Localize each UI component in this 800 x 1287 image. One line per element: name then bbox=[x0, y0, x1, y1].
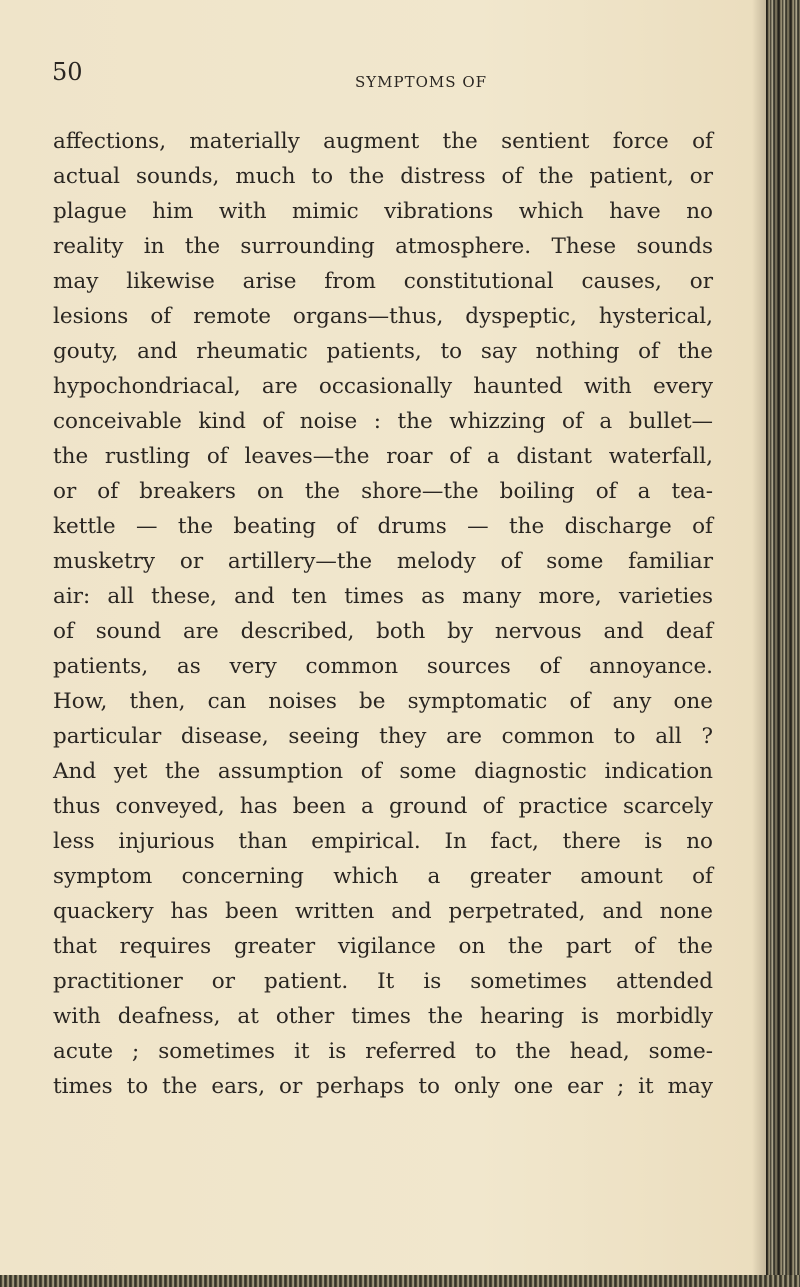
text-line: musketry or artillery—the melody of some familiar bbox=[53, 549, 713, 574]
text-line: less injurious than empirical. In fact, there is no bbox=[53, 829, 713, 854]
text-line: particular disease, seeing they are common to all ? bbox=[53, 724, 713, 749]
text-line: may likewise arise from constitutional causes, or bbox=[53, 269, 713, 294]
text-line: And yet the assumption of some diagnostic indication bbox=[53, 759, 713, 784]
text-line: affections, materially augment the sentient force of bbox=[53, 129, 713, 154]
text-line: reality in the surrounding atmosphere. These sounds bbox=[53, 234, 713, 259]
text-line: times to the ears, or perhaps to only one ear ; it may bbox=[53, 1074, 713, 1099]
running-title: SYMPTOMS OF bbox=[355, 73, 488, 91]
text-line: acute ; sometimes it is referred to the head, some- bbox=[53, 1039, 713, 1064]
text-line: lesions of remote organs—thus, dyspeptic, hysterical, bbox=[53, 304, 713, 329]
bottom-page-edge bbox=[0, 1275, 800, 1287]
page-edge-stack bbox=[766, 0, 800, 1287]
text-line: thus conveyed, has been a ground of practice scarcely bbox=[53, 794, 713, 819]
text-line: hypochondriacal, are occasionally haunted with every bbox=[53, 374, 713, 399]
text-line: the rustling of leaves—the roar of a distant waterfall, bbox=[53, 444, 713, 469]
text-line: patients, as very common sources of annoyance. bbox=[53, 654, 713, 679]
page-gutter-shadow bbox=[752, 0, 766, 1287]
page-number: 50 bbox=[52, 58, 83, 86]
text-line: gouty, and rheumatic patients, to say nothing of the bbox=[53, 339, 713, 364]
text-line: air: all these, and ten times as many more, varieties bbox=[53, 584, 713, 609]
text-line: actual sounds, much to the distress of the patient, or bbox=[53, 164, 713, 189]
text-line: or of breakers on the shore—the boiling of a tea- bbox=[53, 479, 713, 504]
text-line: practitioner or patient. It is sometimes attended bbox=[53, 969, 713, 994]
text-line: symptom concerning which a greater amount of bbox=[53, 864, 713, 889]
text-line: plague him with mimic vibrations which have no bbox=[53, 199, 713, 224]
text-line: of sound are described, both by nervous and deaf bbox=[53, 619, 713, 644]
text-line: kettle — the beating of drums — the discharge of bbox=[53, 514, 713, 539]
text-line: with deafness, at other times the hearing is morbidly bbox=[53, 1004, 713, 1029]
text-line: quackery has been written and perpetrated, and none bbox=[53, 899, 713, 924]
text-line: How, then, can noises be symptomatic of any one bbox=[53, 689, 713, 714]
text-line: conceivable kind of noise : the whizzing of a bullet— bbox=[53, 409, 713, 434]
text-line: that requires greater vigilance on the part of the bbox=[53, 934, 713, 959]
